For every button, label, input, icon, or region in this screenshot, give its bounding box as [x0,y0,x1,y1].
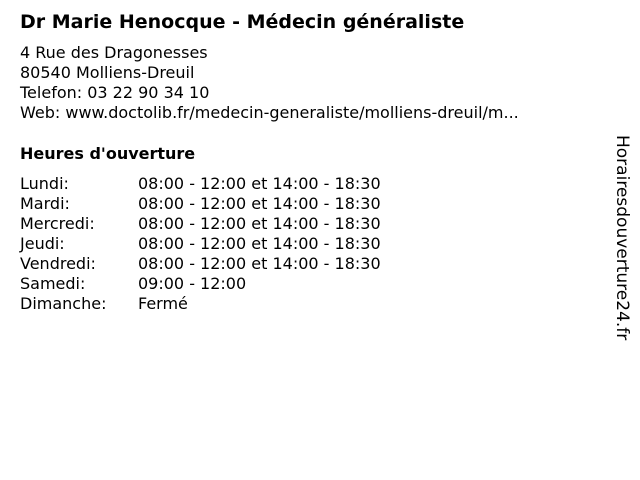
day-hours: 08:00 - 12:00 et 14:00 - 18:30 [138,174,381,193]
opening-hours-heading: Heures d'ouverture [20,144,196,163]
day-hours: 09:00 - 12:00 [138,274,247,293]
day-label: Mardi: [20,194,70,213]
address-block [20,43,519,123]
day-hours: 08:00 - 12:00 et 14:00 - 18:30 [138,214,381,233]
day-hours: 08:00 - 12:00 et 14:00 - 18:30 [138,234,381,253]
hours-row-thursday [20,234,381,254]
page-title: Dr Marie Henocque - Médecin généraliste [20,11,465,33]
hours-row-monday [20,174,381,194]
day-hours: 08:00 - 12:00 et 14:00 - 18:30 [138,254,381,273]
phone-line: Telefon: 03 22 90 34 10 [20,83,210,102]
opening-hours-list [20,174,381,314]
day-label: Vendredi: [20,254,96,273]
day-label: Mercredi: [20,214,95,233]
day-label: Lundi: [20,174,69,193]
day-label: Samedi: [20,274,86,293]
city-postal: 80540 Molliens-Dreuil [20,63,195,82]
day-label: Dimanche: [20,294,107,313]
website-line: Web: www.doctolib.fr/medecin-generaliste/molliens-dreuil/m... [20,103,519,122]
day-hours: 08:00 - 12:00 et 14:00 - 18:30 [138,194,381,213]
hours-row-wednesday [20,214,381,234]
day-hours: Fermé [138,294,188,313]
hours-row-tuesday [20,194,381,214]
site-watermark: Horairesdouverture24.fr [612,135,632,341]
street-address: 4 Rue des Dragonesses [20,43,208,62]
hours-row-saturday [20,274,381,294]
hours-row-sunday [20,294,381,314]
hours-row-friday [20,254,381,274]
day-label: Jeudi: [20,234,65,253]
